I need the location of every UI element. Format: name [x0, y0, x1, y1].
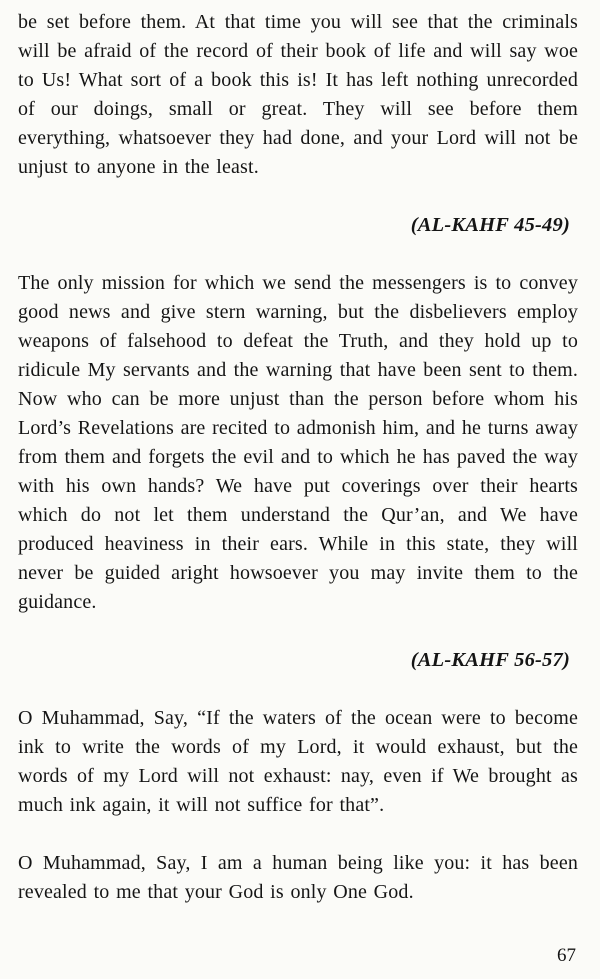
body-paragraph: O Muhammad, Say, “If the waters of the ocean were to become ink to write the words of my Lord, it would exhaust, but the words of my Lord will not exhaust: nay, even if We brought as much ink again, it will not suffice for that”.: [18, 707, 578, 816]
body-paragraph: The only mission for which we send the messengers is to convey good news and give stern warning, but the disbelievers employ weapons of falsehood to defeat the Truth, and they hold up to ridicule My servants and the warning that have been sent to them. Now who can be more unjust than the person before whom his Lord’s Revelations are recited to admonish him, and he turns away from them and forgets the evil and to which he has paved the way with his own hands? We have put coverings over their hearts which do not let them understand the Qur’an, and We have produced heaviness in their ears. While in this state, they will never be guided aright howsoever you may invite them to the guidance.: [18, 272, 578, 613]
citation-al-kahf-45-49: (AL-KAHF 45-49): [410, 214, 570, 236]
body-paragraph: O Muhammad, Say, I am a human being like you: it has been revealed to me that your God is only One God.: [18, 852, 578, 903]
page-number: 67: [557, 945, 576, 966]
citation-al-kahf-56-57: (AL-KAHF 56-57): [410, 649, 570, 671]
body-paragraph: be set before them. At that time you will see that the criminals will be afraid of the record of their book of life and will say woe to Us! What sort of a book this is! It has left nothing unrecorded of our doings, small or great. They will see before them everything, whatsoever they had done, and your Lord will not be unjust to anyone in the least.: [18, 11, 578, 178]
